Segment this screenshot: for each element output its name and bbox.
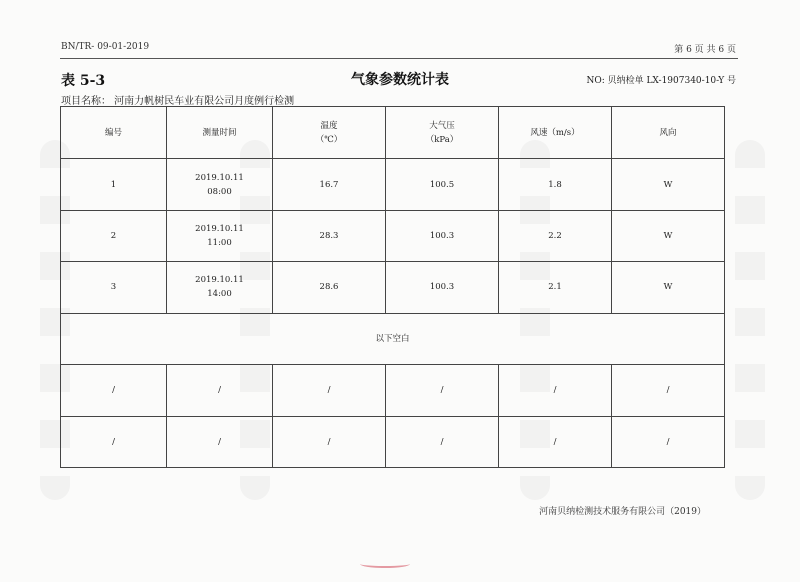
cell-temp: 28.3: [273, 210, 386, 261]
cell-pressure: 100.5: [386, 159, 499, 210]
cell-pressure: 100.3: [386, 210, 499, 261]
empty-cell: /: [612, 365, 725, 416]
empty-cell: /: [273, 365, 386, 416]
table-row: [61, 262, 725, 313]
blank-note-row: [61, 313, 725, 364]
cell-wind-speed: 2.1: [499, 262, 612, 313]
cell-id: 1: [61, 159, 167, 210]
empty-cell: /: [61, 365, 167, 416]
cell-temp: 16.7: [273, 159, 386, 210]
table-header-row: [61, 107, 725, 159]
table-number: 表 5-3: [61, 73, 106, 89]
empty-row: [61, 365, 725, 416]
header-cell-wind-speed: 风速（m/s）: [499, 107, 612, 159]
cell-wind-dir: W: [612, 159, 725, 210]
cell-wind-dir: W: [612, 210, 725, 261]
header-cell-temp: 温度 （℃）: [273, 107, 386, 159]
header-cell-id: 编号: [61, 107, 167, 159]
header-cell-time: 测量时间: [167, 107, 273, 159]
weather-table: [60, 106, 725, 468]
header-cell-pressure: 大气压 （kPa）: [386, 107, 499, 159]
cell-time: 2019.10.11 11:00: [167, 210, 273, 261]
table-row: [61, 210, 725, 261]
cell-id: 2: [61, 210, 167, 261]
empty-cell: /: [167, 365, 273, 416]
cell-temp: 28.6: [273, 262, 386, 313]
blank-note: 以下空白: [61, 313, 725, 364]
empty-cell: /: [386, 416, 499, 467]
cell-wind-speed: 1.8: [499, 159, 612, 210]
empty-cell: /: [273, 416, 386, 467]
header-cell-wind-dir: 风向: [612, 107, 725, 159]
empty-cell: /: [386, 365, 499, 416]
cell-id: 3: [61, 262, 167, 313]
cell-time: 2019.10.11 14:00: [167, 262, 273, 313]
table-row: [61, 159, 725, 210]
page-number: 第 6 页 共 6 页: [674, 45, 736, 55]
watermark-right: [735, 140, 765, 500]
cell-wind-speed: 2.2: [499, 210, 612, 261]
cell-wind-dir: W: [612, 262, 725, 313]
report-number: NO: 贝纳检单 LX-1907340-10-Y 号: [586, 76, 736, 86]
empty-cell: /: [167, 416, 273, 467]
empty-row: [61, 416, 725, 467]
empty-cell: /: [612, 416, 725, 467]
empty-cell: /: [499, 365, 612, 416]
cell-pressure: 100.3: [386, 262, 499, 313]
footer-organization: 河南贝纳检测技术服务有限公司（2019）: [539, 507, 706, 517]
empty-cell: /: [499, 416, 612, 467]
cell-time: 2019.10.11 08:00: [167, 159, 273, 210]
header-rule: [60, 58, 738, 59]
seal-mark: [360, 560, 410, 568]
empty-cell: /: [61, 416, 167, 467]
doc-code: BN/TR- 09-01-2019: [61, 42, 150, 52]
project-name: 项目名称： 河南力帆树民车业有限公司月度例行检测: [61, 96, 295, 107]
table-title: 气象参数统计表: [351, 72, 449, 88]
